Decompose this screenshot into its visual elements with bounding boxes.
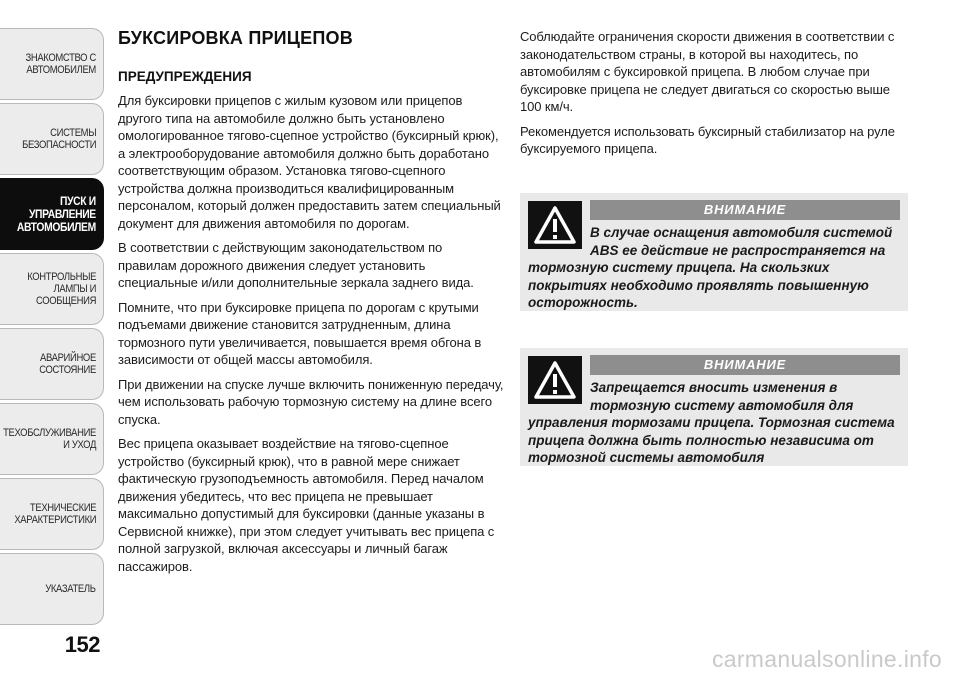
warning-box <box>520 348 908 466</box>
tab-label: ТЕХНИЧЕСКИЕ ХАРАКТЕРИСТИКИ <box>14 502 96 526</box>
paragraph: Помните, что при буксировке прицепа по дорогам с крутыми подъемами движение становится затрудненным, длина тормозного пути увеличивается, повышается время обгона в зависимости от общей массы автомобиля. <box>118 299 482 367</box>
warning-title: ВНИМАНИЕ <box>590 200 900 220</box>
tab-label: ТЕХОБСЛУЖИВАНИЕ И УХОД <box>3 427 96 451</box>
tab-index[interactable] <box>0 553 104 625</box>
tab-safety[interactable] <box>0 103 104 175</box>
tab-label: ЗНАКОМСТВО С АВТОМОБИЛЕМ <box>25 52 97 76</box>
paragraph: Вес прицепа оказывает воздействие на тягово-сцепное устройство (буксирный крюк), что в равной мере снижает фактическую грузоподъемность автомобиля. Перед началом движения убедитесь, что вес прицепа не превышает максимально допустимый для буксировки (данные указаны в Сервисной книжке), при этом следует учитывать вес прицепа с полной загрузкой, включая аксессуары и личный багаж пассажиров. <box>118 436 495 574</box>
warning-triangle-icon <box>528 201 582 249</box>
tab-label: ПУСК И УПРАВЛЕНИЕ АВТОМОБИЛЕМ <box>17 193 96 234</box>
warning-text: В случае оснащения автомобиля системой ABS ее действие не распространяется на тормозную систему прицепа. На скользких покрытиях необходимо проявлять повышенную осторожность. <box>528 225 893 310</box>
paragraph: Рекомендуется использовать буксирный стабилизатор на руле буксируемого прицепа. <box>520 123 895 156</box>
warning-box <box>520 193 908 311</box>
paragraph: При движении на спуске лучше включить пониженную передачу, чем использовать рабочую тормозную систему на длине всего спуска. <box>118 376 504 427</box>
watermark: carmanualsonline.info <box>711 646 942 672</box>
tab-starting-driving[interactable] <box>0 178 104 250</box>
section-subheading: ПРЕДУПРЕЖДЕНИЯ <box>118 69 252 84</box>
tab-warning-lights[interactable] <box>0 253 104 325</box>
chapter-tabs <box>0 28 104 628</box>
tab-label: УКАЗАТЕЛЬ <box>45 583 96 595</box>
tab-label: АВАРИЙНОЕ СОСТОЯНИЕ <box>39 352 96 376</box>
warning-triangle-icon <box>528 356 582 404</box>
warning-title: ВНИМАНИЕ <box>590 355 900 375</box>
tab-technical-specs[interactable] <box>0 478 104 550</box>
tab-label: СИСТЕМЫ БЕЗОПАСНОСТИ <box>21 127 96 151</box>
tab-maintenance[interactable] <box>0 403 104 475</box>
tab-label: КОНТРОЛЬНЫЕ ЛАМПЫ И СООБЩЕНИЯ <box>27 271 96 307</box>
warning-text: Запрещается вносить изменения в тормозную систему автомобиля для управления тормозами прицепа. Тормозная система прицепа должна быть полностью независима от тормозной системы автомобиля <box>528 380 895 465</box>
paragraph: Соблюдайте ограничения скорости движения в соответствии с законодательством страны, в которой вы находитесь, по автомобилям с буксировкой прицепа. В любом случае при буксировке прицепа не следует двигаться со скоростью выше 100 км/ч. <box>520 29 895 114</box>
page-number: 152 <box>64 632 100 657</box>
left-column <box>118 28 504 582</box>
tab-emergency[interactable] <box>0 328 104 400</box>
right-column <box>520 28 908 165</box>
paragraph: В соответствии с действующим законодательством по правилам дорожного движения следует установить специальные и/или дополнительные зеркала заднего вида. <box>118 240 474 290</box>
paragraph: Для буксировки прицепов с жилым кузовом или прицепов другого типа на автомобиле должно быть установлено омологированное тягово-сцепное устройство (буксирный крюк), а электрооборудование автомобиля должно быть доработано соответствующим образом. Установка тягово-сцепного устройства должна производиться квалифицированным персоналом, который должен предоставить затем специальный документ для движения автомобиля по дорогам. <box>118 93 501 231</box>
page-title: БУКСИРОВКА ПРИЦЕПОВ <box>118 28 353 48</box>
tab-introduction[interactable] <box>0 28 104 100</box>
